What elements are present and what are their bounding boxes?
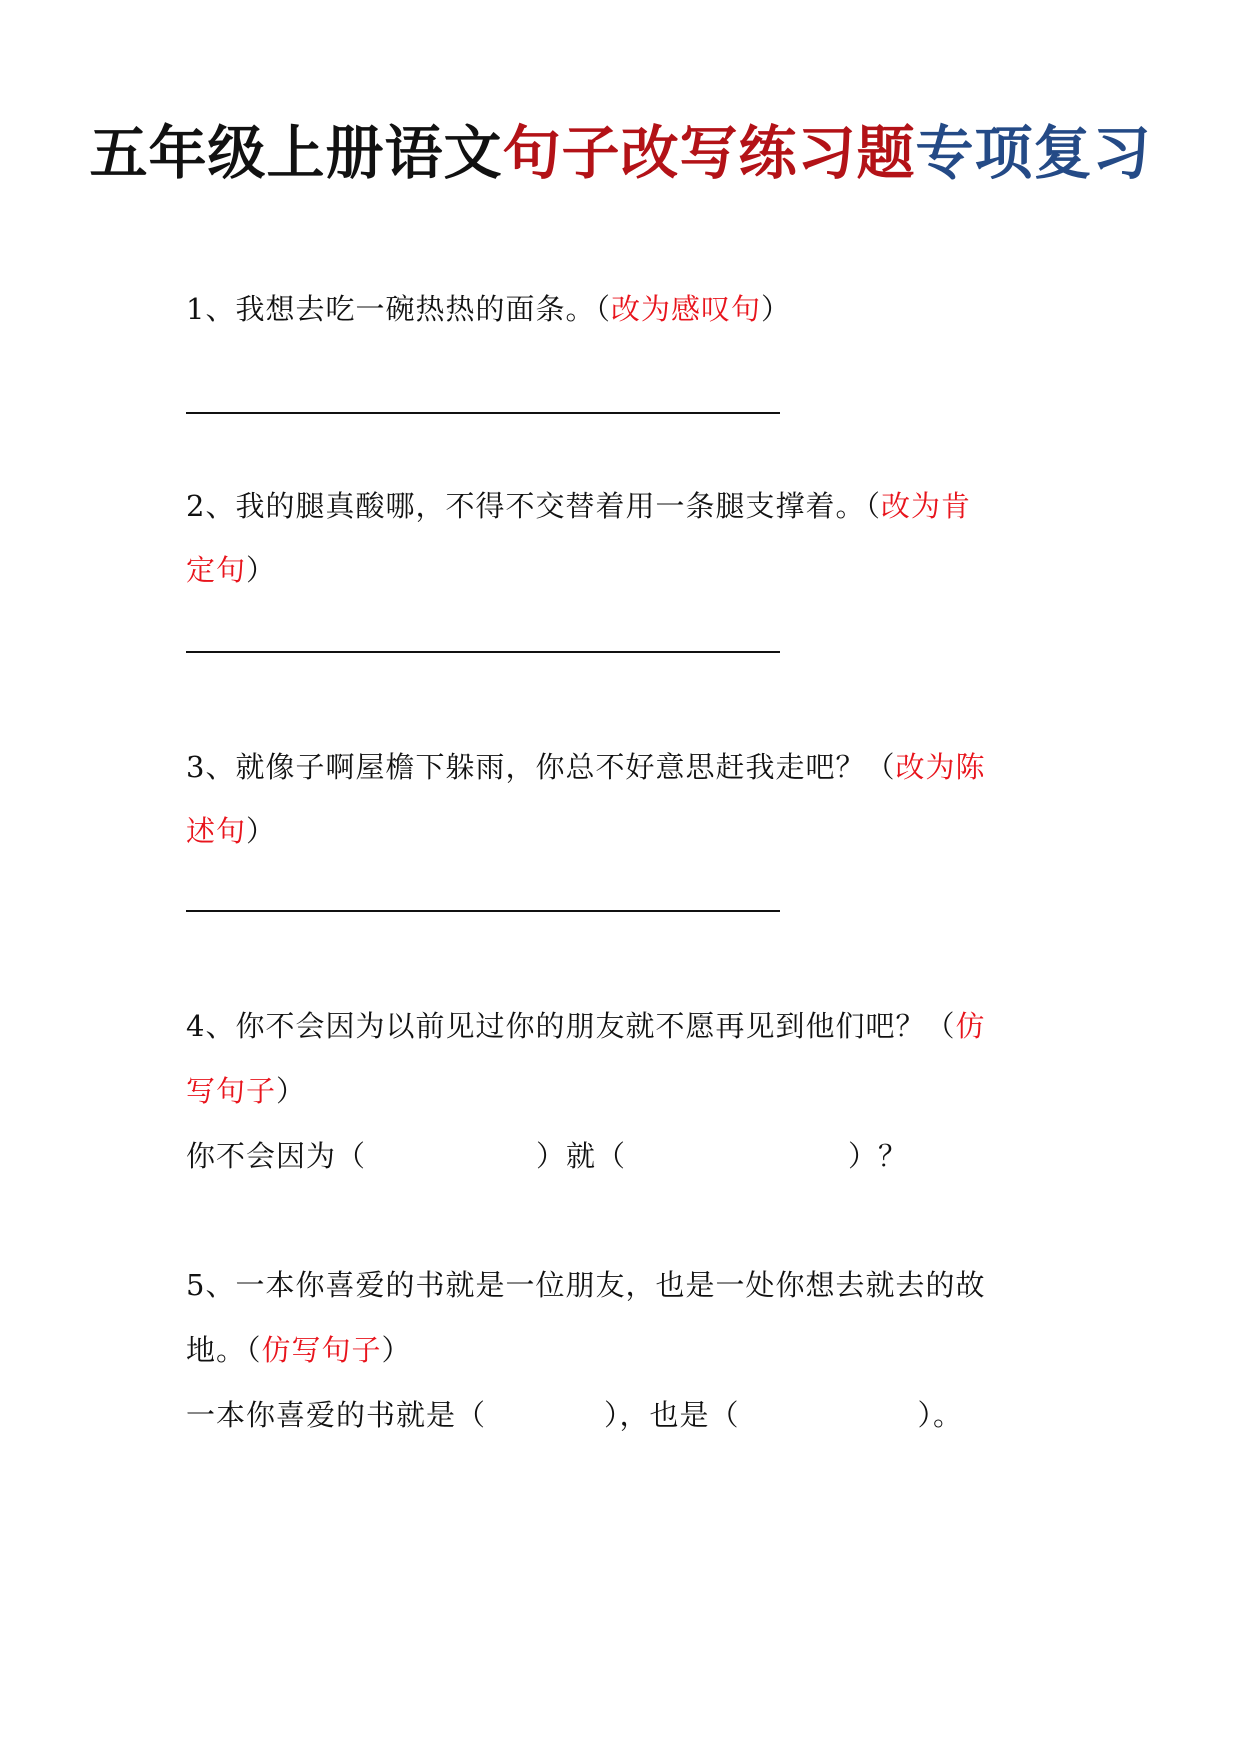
question-instruction: 定句 [186, 553, 247, 587]
template-text: ）就（ [536, 1139, 627, 1173]
answer-line-3[interactable] [186, 910, 780, 912]
question-3 [186, 747, 985, 787]
question-instruction: 述句 [186, 814, 247, 848]
question-text: 我想去吃一碗热热的面条。（ [235, 292, 611, 326]
title-part-topic: 句子改写练习题 [502, 119, 916, 187]
template-text: 一本你喜爱的书就是（ [186, 1398, 487, 1432]
question-1 [186, 289, 791, 329]
question-instruction: 改为感叹句 [610, 292, 761, 326]
question-text: 一本你喜爱的书就是一位朋友，也是一处你想去就去的故 [235, 1268, 986, 1302]
question-number: 1、 [186, 292, 236, 326]
question-close: ） [381, 1333, 412, 1367]
question-close: ） [276, 1074, 307, 1108]
question-instruction: 写句子 [186, 1074, 277, 1108]
question-text: 我的腿真酸哪，不得不交替着用一条腿支撑着。（ [235, 489, 881, 523]
question-text: 就像子啊屋檐下躲雨，你总不好意思赶我走吧？（ [235, 750, 896, 784]
question-number: 4、 [186, 1009, 236, 1043]
question-5-continued [186, 1330, 412, 1370]
question-instruction: 仿 [955, 1009, 986, 1043]
page-title [0, 118, 1241, 188]
question-4-template [186, 1136, 908, 1176]
question-close: ） [246, 553, 277, 587]
template-text: ）？ [848, 1139, 909, 1173]
answer-line-1[interactable] [186, 412, 780, 414]
question-5 [186, 1265, 985, 1305]
question-close: ） [246, 814, 277, 848]
template-text: ）。 [917, 1398, 964, 1432]
question-text: 地。（ [186, 1333, 262, 1367]
question-2 [186, 486, 971, 526]
title-part-grade: 五年级上册语文 [89, 119, 503, 187]
question-instruction: 改为陈 [895, 750, 986, 784]
title-part-review: 专项复习 [915, 119, 1152, 187]
question-number: 5、 [186, 1268, 236, 1302]
question-number: 3、 [186, 750, 236, 784]
question-4 [186, 1006, 985, 1046]
question-5-template [186, 1395, 963, 1435]
question-instruction: 改为肯 [880, 489, 971, 523]
answer-line-2[interactable] [186, 651, 780, 653]
question-close: ） [760, 292, 791, 326]
question-instruction: 仿写句子 [261, 1333, 382, 1367]
question-3-continued [186, 811, 276, 851]
question-text: 你不会因为以前见过你的朋友就不愿再见到他们吧？（ [235, 1009, 956, 1043]
template-text: ），也是（ [604, 1398, 740, 1432]
template-text: 你不会因为（ [186, 1139, 367, 1173]
question-number: 2、 [186, 489, 236, 523]
question-2-continued [186, 550, 276, 590]
question-4-continued [186, 1071, 306, 1111]
